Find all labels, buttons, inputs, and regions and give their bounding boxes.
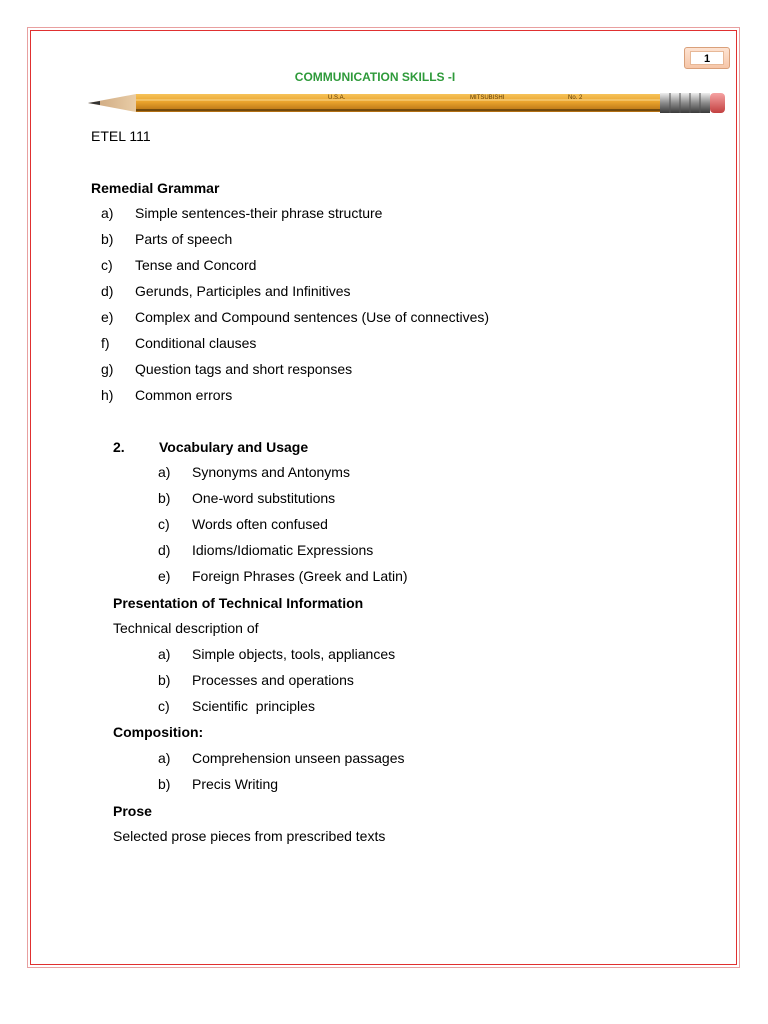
section-heading-technical: Presentation of Technical Information <box>113 595 364 611</box>
list-item: b) Parts of speech <box>101 231 233 247</box>
pencil-text: No. 2 <box>568 95 583 101</box>
section-intro: Technical description of <box>113 620 259 636</box>
pencil-ferrule <box>660 93 710 113</box>
list-item: a) Comprehension unseen passages <box>158 750 405 766</box>
section-heading-vocabulary: 2. Vocabulary and Usage <box>113 439 309 455</box>
page-number: 1 <box>690 51 724 65</box>
list-item: e) Complex and Compound sentences (Use of connectives) <box>101 309 490 325</box>
page-border <box>30 30 737 965</box>
list-item: a) Synonyms and Antonyms <box>158 464 350 480</box>
list-item: g) Question tags and short responses <box>101 361 353 377</box>
list-item: c) Words often confused <box>158 516 328 532</box>
list-item: b) Processes and operations <box>158 672 354 688</box>
page-number-badge <box>684 47 730 69</box>
list-item: a) Simple objects, tools, appliances <box>158 646 396 662</box>
list-item: a) Simple sentences-their phrase structure <box>101 205 383 221</box>
section-heading-remedial: Remedial Grammar <box>91 180 220 196</box>
prose-description: Selected prose pieces from prescribed texts <box>113 828 386 844</box>
pencil-text: MITSUBISHI <box>470 95 505 101</box>
pencil-illustration <box>88 86 728 116</box>
document-header-title: COMMUNICATION SKILLS -I <box>294 70 456 84</box>
pencil-eraser <box>710 93 725 113</box>
section-heading-composition: Composition: <box>113 724 204 740</box>
list-item: f) Conditional clauses <box>101 335 257 351</box>
list-item: d) Idioms/Idiomatic Expressions <box>158 542 374 558</box>
list-item: h) Common errors <box>101 387 233 403</box>
list-item: b) One-word substitutions <box>158 490 336 506</box>
list-item: d) Gerunds, Participles and Infinitives <box>101 283 351 299</box>
list-item: c) Scientific principles <box>158 698 315 714</box>
pencil-text: U.S.A. <box>328 95 346 101</box>
list-item: b) Precis Writing <box>158 776 279 792</box>
course-code: ETEL 111 <box>91 128 151 144</box>
section-heading-prose: Prose <box>113 803 152 819</box>
list-item: c) Tense and Concord <box>101 257 257 273</box>
list-item: e) Foreign Phrases (Greek and Latin) <box>158 568 408 584</box>
